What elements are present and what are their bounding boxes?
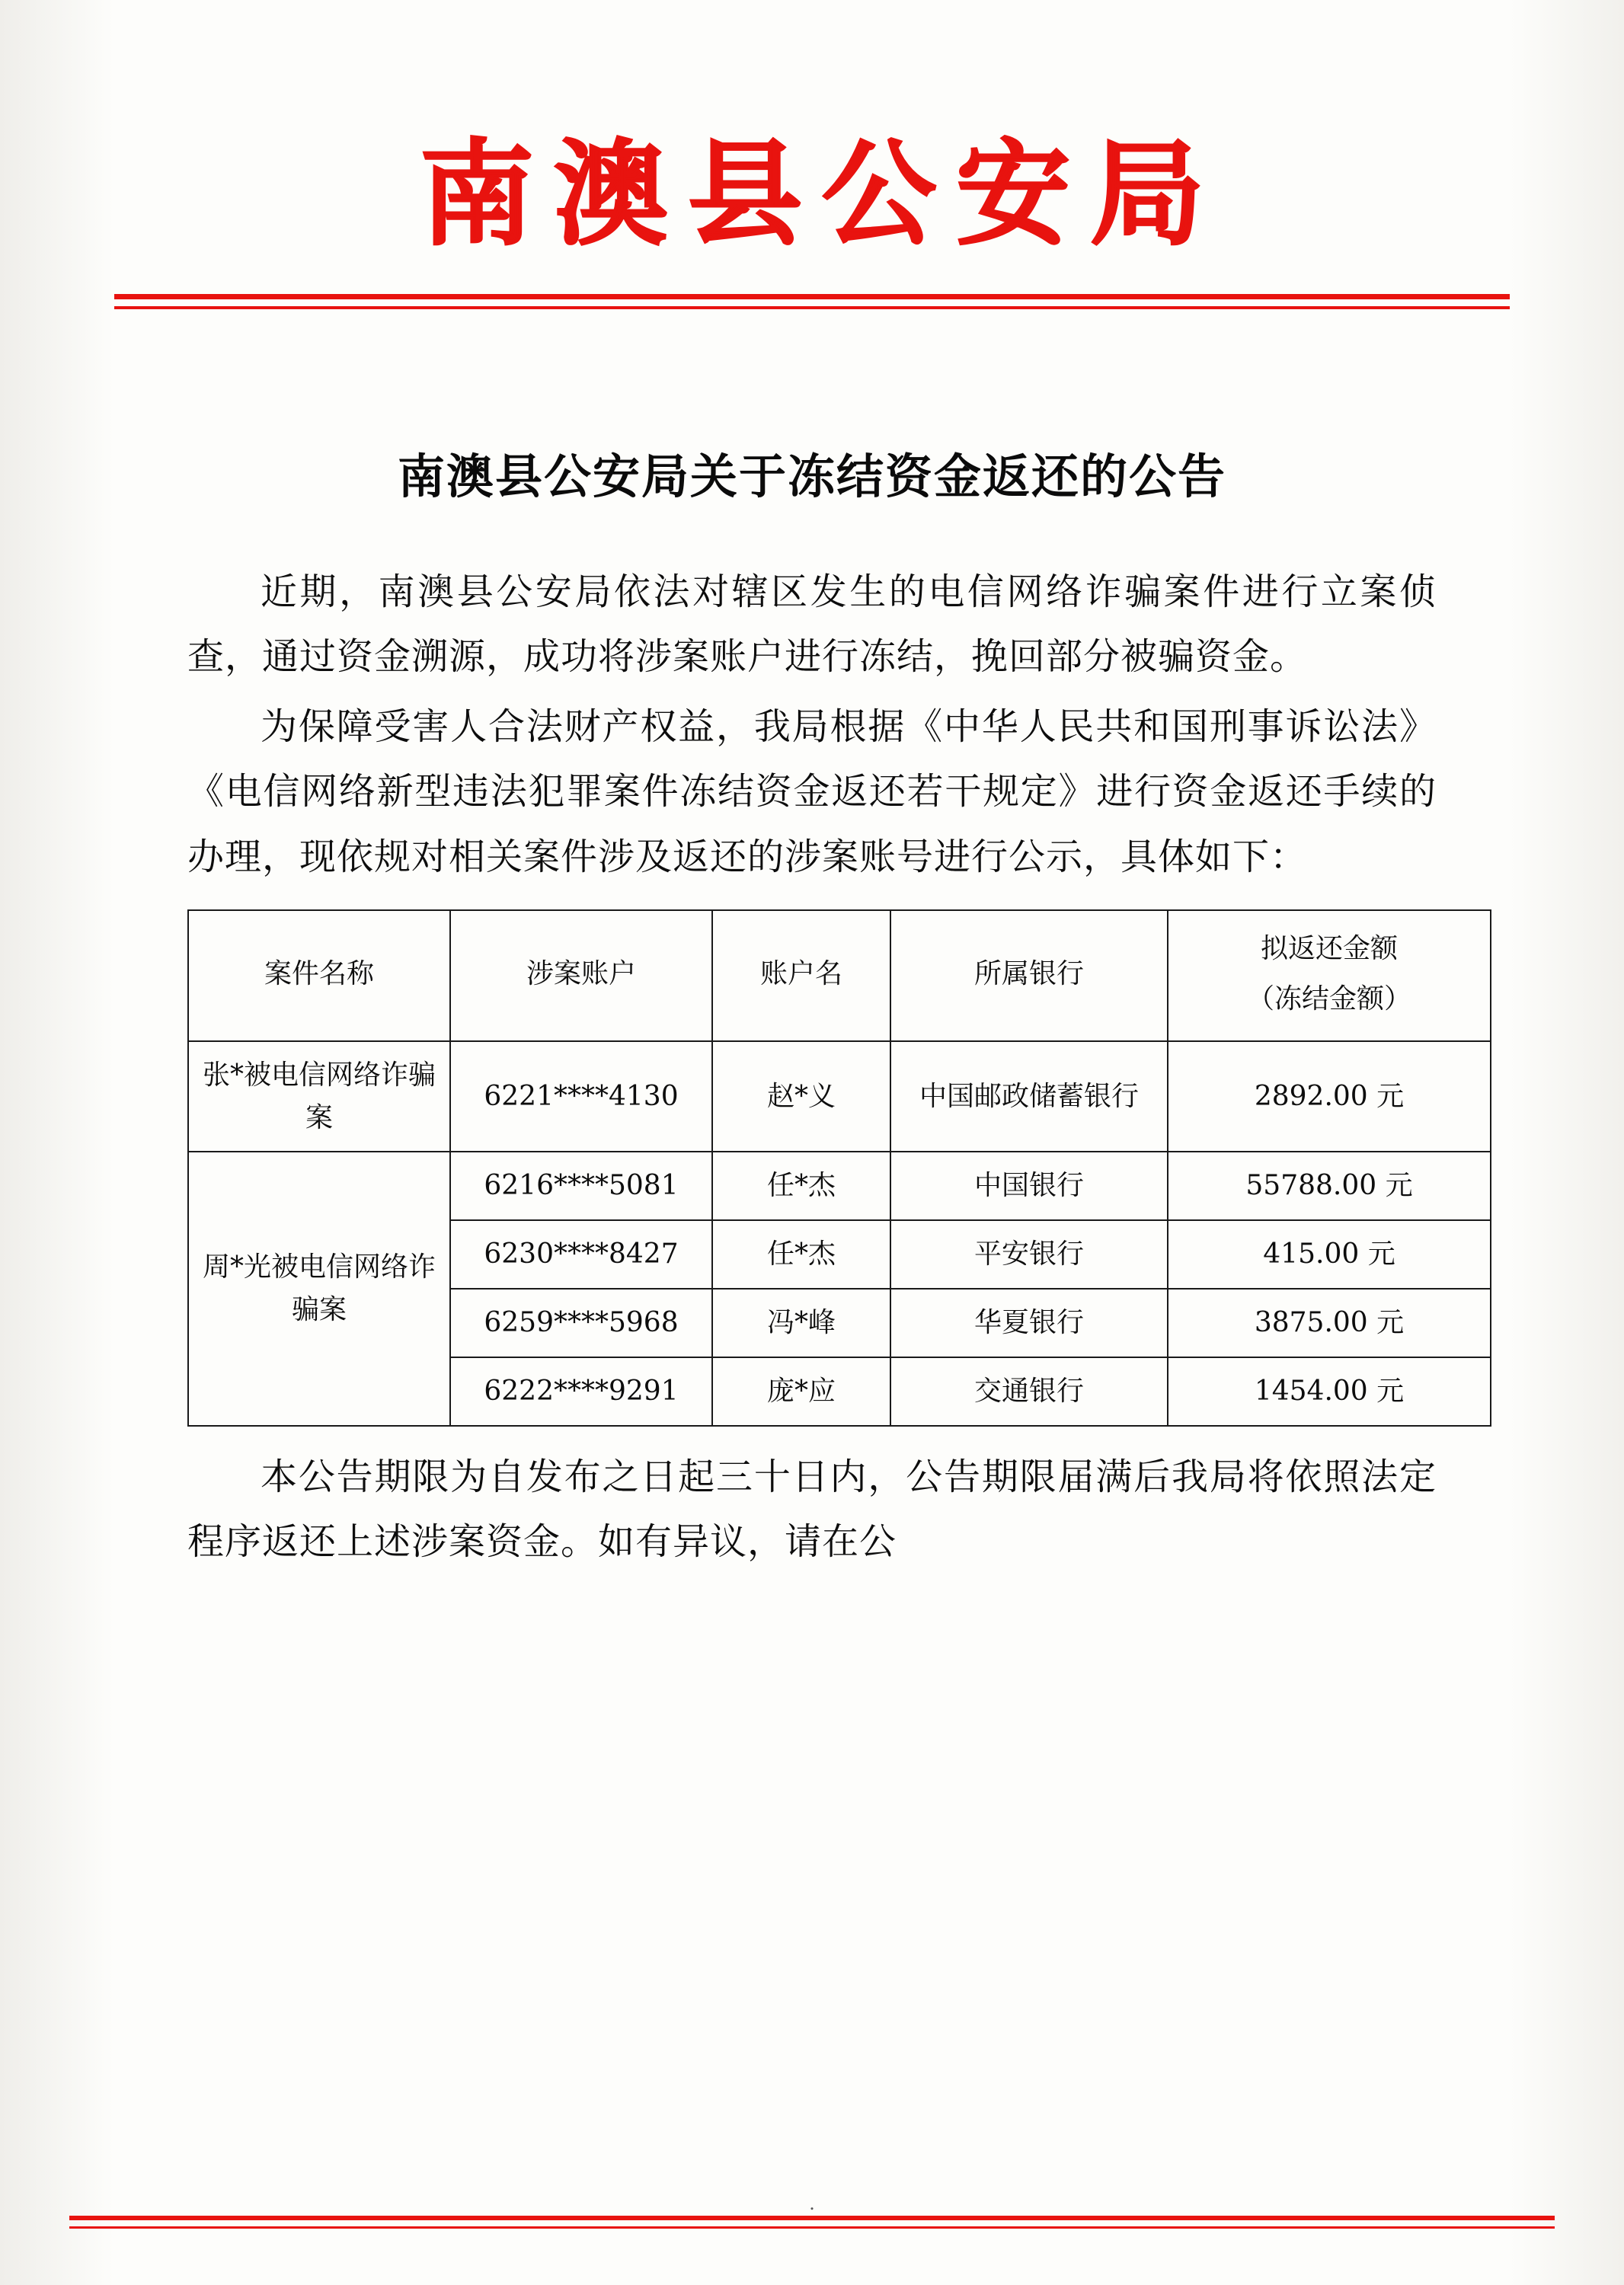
column-header-bank: 所属银行 [890,910,1168,1041]
document-body [187,507,1437,1574]
table-row [188,1152,1491,1220]
frozen-funds-table [187,909,1491,1426]
cell-account-name: 任*杰 [712,1152,890,1220]
cell-amount: 55788.00 元 [1168,1152,1491,1220]
cell-account-name: 任*杰 [712,1220,890,1289]
table-header-row [188,910,1491,1041]
cell-account: 6259****5968 [450,1289,712,1357]
page-number: . [809,2192,815,2214]
letterhead-divider [69,294,1555,309]
cell-bank: 华夏银行 [890,1289,1168,1357]
body-paragraph-2: 为保障受害人合法财产权益，我局根据《中华人民共和国刑事诉讼法》《电信网络新型违法犯罪案件冻结资金返还若干规定》进行资金返还手续的办理，现依规对相关案件涉及返还的涉案账号进行公示，具体如下： [187,705,1437,878]
page-title: 南澳县公安局关于冻结资金返还的公告 [397,449,1226,504]
cell-account: 6216****5081 [450,1152,712,1220]
cell-amount: 415.00 元 [1168,1220,1491,1289]
column-header-amount-sub: （冻结金额） [1246,983,1411,1015]
column-header-case-name: 案件名称 [188,910,450,1041]
divider-thick-line [69,294,1555,299]
table-row [188,1041,1491,1152]
cell-case-name: 张*被电信网络诈骗案 [188,1041,450,1152]
cell-account: 6221****4130 [450,1041,712,1152]
cell-bank: 中国邮政储蓄银行 [890,1041,1168,1152]
cell-bank: 平安银行 [890,1220,1168,1289]
body-paragraph-1: 近期，南澳县公安局依法对辖区发生的电信网络诈骗案件进行立案侦查，通过资金溯源，成功将涉案账户进行冻结，挽回部分被骗资金。 [187,570,1437,679]
paper-edge-right [1510,0,1624,2285]
footer-divider-thin-line [69,2226,1555,2229]
column-header-account: 涉案账户 [450,910,712,1041]
cell-account: 6230****8427 [450,1220,712,1289]
column-header-amount [1168,910,1491,1041]
cell-account-name: 庞*应 [712,1357,890,1426]
paper-edge-left [0,0,114,2285]
footer-divider-gap [69,2220,1555,2226]
cell-account-name: 赵*义 [712,1041,890,1152]
cell-account-name: 冯*峰 [712,1289,890,1357]
cell-amount: 3875.00 元 [1168,1289,1491,1357]
letterhead [0,0,1624,309]
cell-amount: 2892.00 元 [1168,1041,1491,1152]
issuing-authority-title: 南澳县公安局 [419,127,1224,261]
cell-bank: 中国银行 [890,1152,1168,1220]
cell-amount: 1454.00 元 [1168,1357,1491,1426]
table-body [188,1041,1491,1426]
table-header [188,910,1491,1041]
cell-case-name: 周*光被电信网络诈骗案 [188,1152,450,1425]
divider-thin-line [69,306,1555,309]
cell-bank: 交通银行 [890,1357,1168,1426]
closing-paragraph: 本公告期限为自发布之日起三十日内，公告期限届满后我局将依照法定程序返还上述涉案资金。如有异议，请在公 [187,1455,1437,1563]
footer-divider [69,2216,1555,2229]
column-header-account-name: 账户名 [712,910,890,1041]
cell-account: 6222****9291 [450,1357,712,1426]
divider-gap [69,299,1555,306]
column-header-amount-main: 拟返还金额 [1260,933,1398,965]
